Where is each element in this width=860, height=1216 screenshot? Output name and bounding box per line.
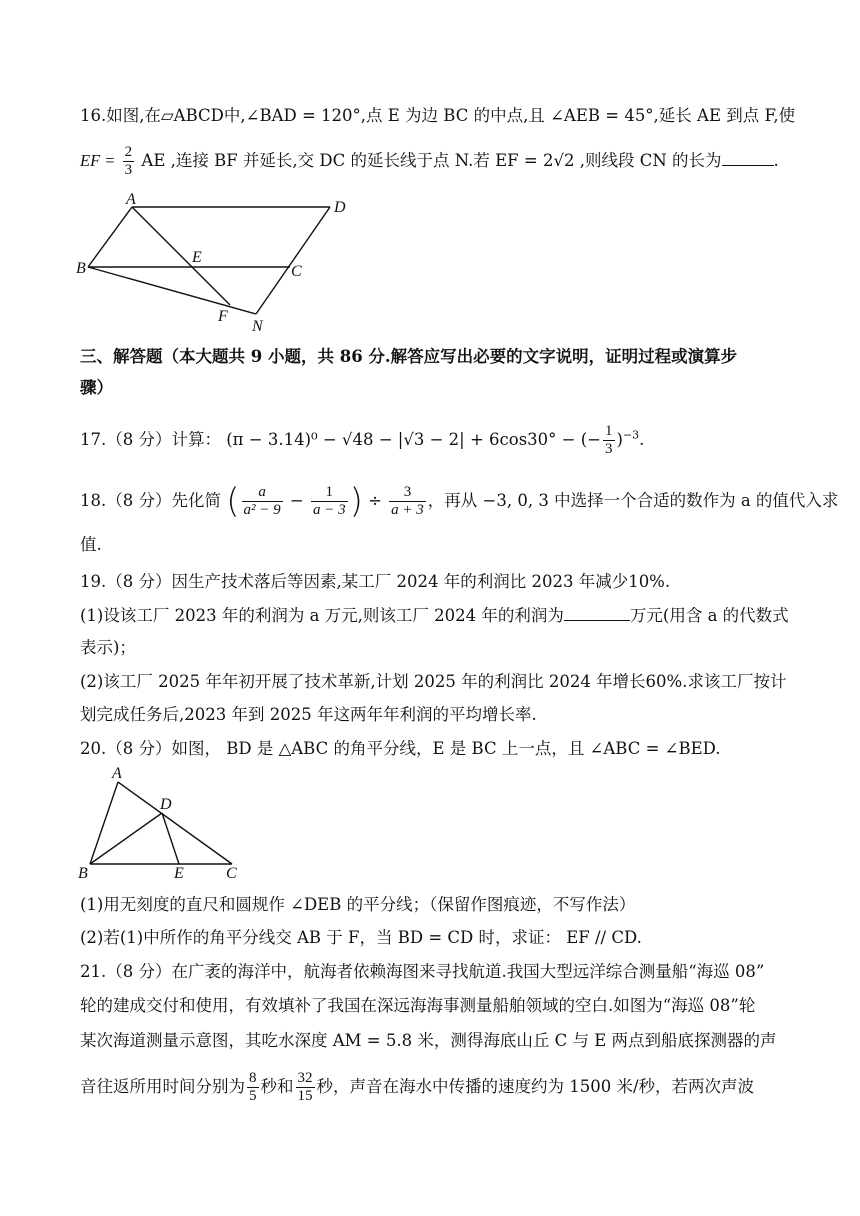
q18-f3-den: a + 3 [391, 502, 424, 518]
q17-paren-close: ) [616, 430, 623, 449]
q21-line4 [80, 1070, 754, 1105]
q19-answer-blank[interactable] [564, 620, 630, 621]
q17-frac-num: 1 [605, 423, 613, 439]
segment-DE [162, 813, 179, 864]
q16-parallelogram-figure [76, 190, 356, 340]
label-C: C [226, 865, 237, 882]
label-A: A [112, 766, 122, 782]
q17-prefix: 17.（8 分）计算： [80, 430, 221, 449]
segment-AF [132, 207, 230, 305]
q21-fraction-1 [247, 1070, 259, 1105]
q20-line1: 20.（8 分）如图， BD 是 △ABC 的角平分线，E 是 BC 上一点，且 ∠ABC = ∠BED. [80, 739, 721, 758]
label-N: N [252, 318, 263, 335]
label-E: E [174, 865, 184, 882]
q21-line4-c: 秒，声音在海水中传播的速度约为 1500 米/秒，若两次声波 [316, 1077, 755, 1096]
label-D: D [160, 796, 172, 813]
q16-line2 [80, 144, 779, 179]
segment-BN [88, 267, 256, 314]
label-D: D [334, 199, 346, 216]
q18-f2-den: a − 3 [312, 502, 346, 518]
q19-line2 [80, 604, 789, 628]
q21-line1: 21.（8 分）在广袤的海洋中，航海者依赖海图来寻找航道.我国大型远洋综合测量船“海巡 08” [80, 962, 765, 981]
q21-f1-den: 5 [249, 1088, 257, 1104]
segment-DN [256, 207, 330, 314]
q19-line4: (2)该工厂 2025 年年初开展了技术革新,计划 2025 年的利润比 2024 年增长60%.求该工厂按计 [80, 672, 787, 691]
segment-AB [88, 207, 132, 267]
q17-expression: (π − 3.14)⁰ − √48 − |√3 − 2| + 6cos30° − [226, 430, 576, 449]
q21-fraction-2 [296, 1070, 315, 1105]
segment-AB [90, 782, 118, 864]
q16-line2-prefix: EF = [80, 151, 116, 170]
q16-fraction [123, 144, 135, 179]
q21-line2: 轮的建成交付和使用，有效填补了我国在深远海海事测量船舶领域的空白.如图为“海巡 08”轮 [80, 996, 756, 1015]
q18-f1-den: a² − 9 [243, 502, 281, 518]
q21-f2-num: 32 [297, 1070, 313, 1086]
label-E: E [192, 249, 202, 266]
q16-end: . [773, 151, 779, 170]
q19-line1: 19.（8 分）因生产技术落后等因素,某工厂 2024 年的利润比 2023 年减少10%. [80, 572, 671, 591]
q18-fraction-1 [242, 484, 283, 519]
q17-paren-open: (− [580, 430, 601, 449]
q16-line1: 16.如图,在▱ABCD中,∠BAD = 120°,点 E 为边 BC 的中点,且 ∠AEB = 45°,延长 AE 到点 F,使 [80, 106, 796, 125]
label-B: B [76, 260, 86, 277]
q21-line3: 某次海道测量示意图，其吃水深度 AM = 5.8 米，测得海底山丘 C 与 E 两点到船底探测器的声 [80, 1031, 777, 1050]
q16-answer-blank[interactable] [722, 165, 774, 166]
q21-f2-den: 15 [297, 1088, 313, 1104]
section3-heading-line2: 骤） [80, 378, 113, 397]
q17-end: . [639, 430, 645, 449]
q16-frac-den: 3 [124, 162, 133, 178]
q17-frac-den: 3 [605, 441, 613, 457]
q19-line3: 表示)； [80, 638, 136, 657]
q18-paren-left: ( [226, 481, 240, 522]
section3-heading-line1: 三、解答题（本大题共 9 小题，共 86 分.解答应写出必要的文字说明，证明过程或演算步 [80, 347, 738, 366]
q18-suffix: ，再从 −3, 0, 3 中选择一个合适的数作为 a 的值代入求 [427, 491, 839, 510]
q19-line2-a: (1)设该工厂 2023 年的利润为 a 万元,则该工厂 2024 年的利润为 [80, 606, 564, 625]
q18-line2: 值. [80, 535, 102, 554]
q21-line4-b: 秒和 [260, 1077, 294, 1096]
label-A: A [126, 191, 136, 208]
q16-line2-suffix: AE ,连接 BF 并延长,交 DC 的延长线于点 N.若 EF = 2√2 ,则线段 CN 的长为 [141, 151, 722, 170]
q18-paren-right: ) [349, 481, 363, 522]
segment-BD [90, 813, 162, 864]
q20-part1: (1)用无刻度的直尺和圆规作 ∠DEB 的平分线；（保留作图痕迹，不写作法） [80, 895, 636, 914]
q19-line2-b: 万元(用含 a 的代数式 [629, 606, 789, 625]
q20-part2: (2)若(1)中所作的角平分线交 AB 于 F，当 BD = CD 时，求证： EF // CD. [80, 928, 642, 947]
q18-f3-num: 3 [389, 484, 426, 502]
label-C: C [291, 263, 302, 280]
q18-f2-num: 1 [311, 484, 348, 502]
q20-triangle-figure [76, 766, 256, 884]
q17-exponent: −3 [622, 428, 640, 442]
q18-divide: ÷ [368, 491, 382, 510]
q16-frac-num: 2 [124, 144, 133, 160]
q18-line1 [80, 481, 839, 522]
q17-fraction [603, 423, 615, 458]
q21-line4-a: 音往返所用时间分别为 [80, 1077, 245, 1096]
label-B: B [78, 865, 88, 882]
q18-fraction-3 [389, 484, 426, 519]
q21-f1-num: 8 [249, 1070, 257, 1086]
q18-prefix: 18.（8 分）先化简 [80, 491, 221, 510]
q19-line5: 划完成任务后,2023 年到 2025 年这两年年利润的平均增长率. [80, 705, 537, 724]
q17-line [80, 423, 644, 458]
q18-fraction-2 [311, 484, 348, 519]
q18-minus: − [289, 491, 304, 510]
label-F: F [218, 308, 228, 325]
q18-f1-num: a [242, 484, 283, 502]
